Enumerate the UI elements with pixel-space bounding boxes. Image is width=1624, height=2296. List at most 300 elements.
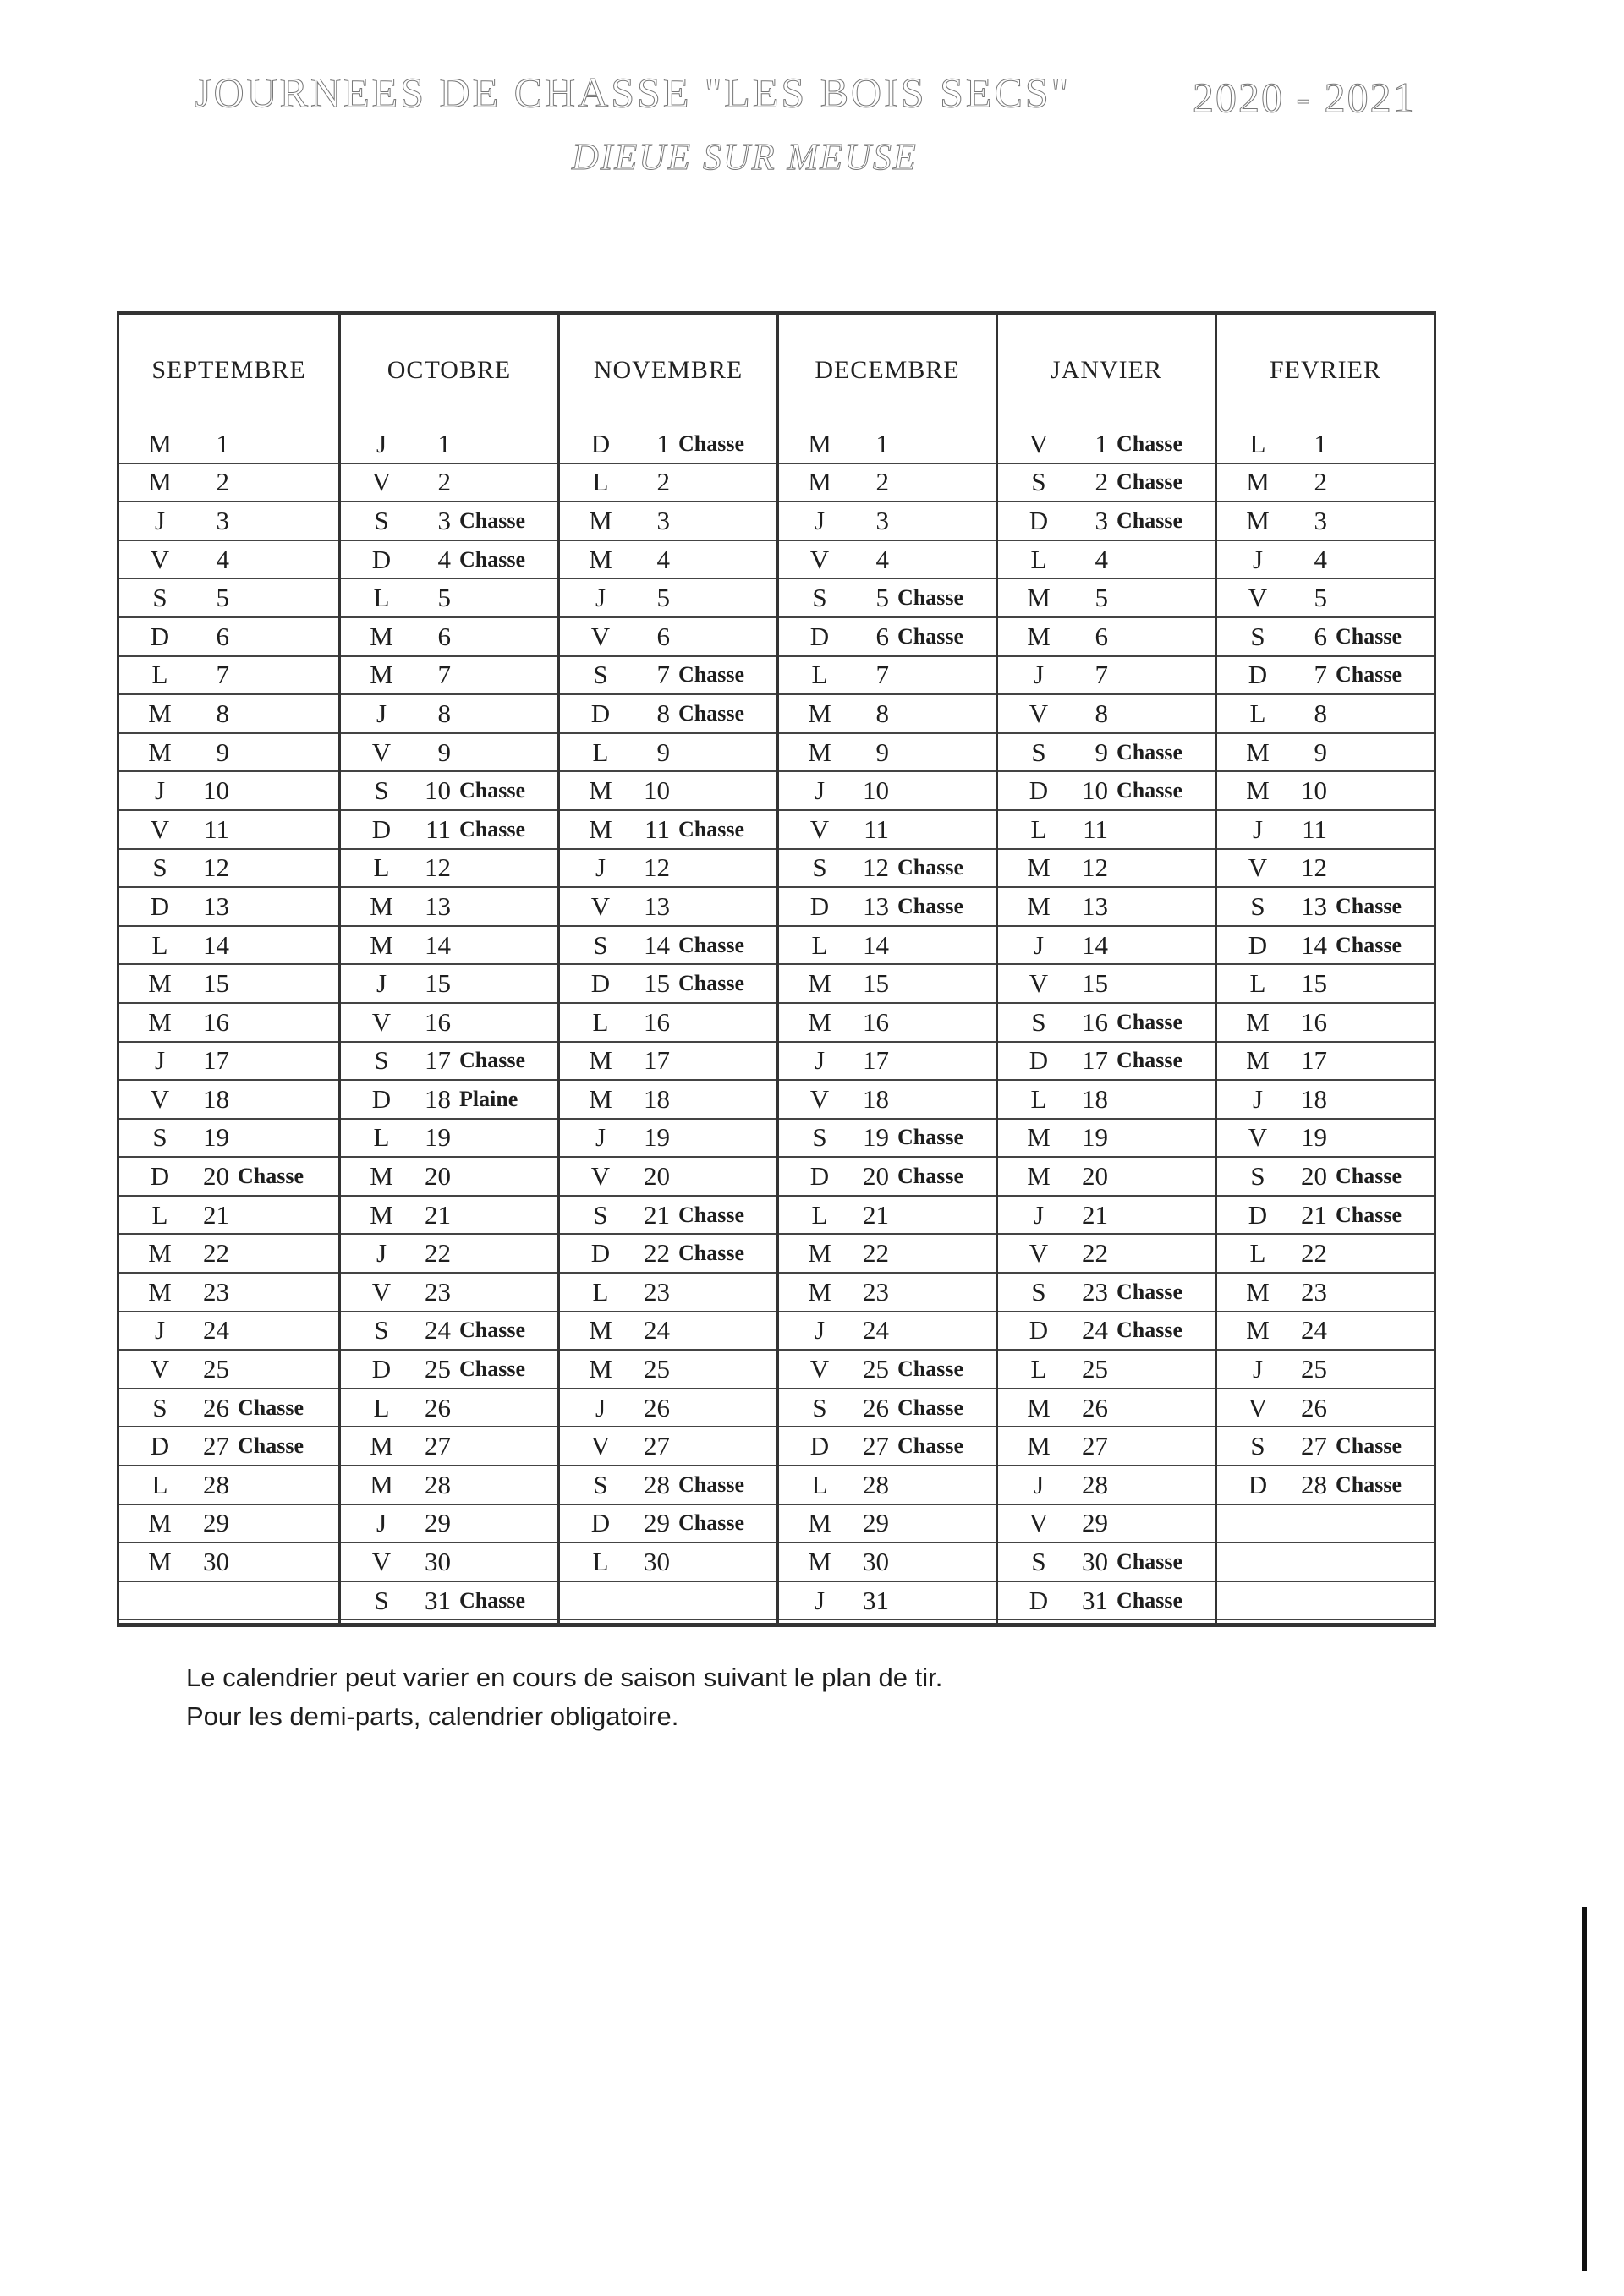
weekday-letter: S	[152, 852, 167, 883]
weekday-letter: L	[592, 737, 609, 767]
day-number: 19	[203, 1122, 229, 1153]
day-number: 3	[875, 505, 889, 535]
weekday-letter: V	[1029, 698, 1049, 728]
month-header: DECEMBRE	[815, 356, 960, 384]
day-number: 14	[425, 929, 451, 960]
day-number: 27	[425, 1431, 451, 1461]
day-number: 1	[1314, 428, 1327, 458]
day-row	[779, 618, 996, 657]
hunt-note: Chasse	[238, 1164, 304, 1189]
weekday-letter: D	[809, 1431, 830, 1461]
day-row	[341, 927, 557, 966]
day-number: 9	[875, 737, 889, 767]
day-row	[1217, 772, 1434, 811]
weekday-letter: M	[1246, 737, 1270, 767]
weekday-letter: M	[589, 544, 612, 574]
day-row	[560, 734, 776, 773]
day-row	[998, 464, 1215, 503]
day-number: 11	[204, 814, 229, 844]
day-number: 24	[863, 1315, 889, 1345]
day-row	[998, 1081, 1215, 1120]
weekday-letter: D	[150, 890, 170, 921]
day-row	[560, 1158, 776, 1197]
day-row	[779, 1351, 996, 1389]
weekday-letter: J	[154, 1315, 166, 1345]
day-number: 8	[656, 698, 670, 728]
hunt-note: Chasse	[459, 778, 526, 803]
day-row	[1217, 1505, 1434, 1544]
weekday-letter: S	[593, 1469, 608, 1499]
day-row	[560, 1389, 776, 1428]
day-row	[779, 888, 996, 927]
weekday-letter: M	[148, 428, 172, 458]
day-number: 4	[437, 544, 451, 574]
weekday-letter: J	[1033, 1199, 1045, 1230]
day-row	[779, 1004, 996, 1043]
day-number: 6	[437, 621, 451, 651]
hunt-note: Chasse	[1116, 1048, 1183, 1073]
day-row	[119, 464, 338, 503]
day-number: 27	[644, 1431, 670, 1461]
day-number: 18	[425, 1083, 451, 1114]
day-row	[560, 579, 776, 618]
day-number: 13	[1301, 890, 1327, 921]
weekday-letter: S	[1250, 1431, 1265, 1461]
day-number: 29	[425, 1508, 451, 1538]
day-number: 5	[875, 583, 889, 613]
weekday-letter: M	[1027, 583, 1051, 613]
day-row	[560, 1505, 776, 1544]
weekday-letter: M	[1246, 1315, 1270, 1345]
weekday-letter: M	[808, 1276, 831, 1307]
day-row	[1217, 1274, 1434, 1312]
day-row	[998, 1197, 1215, 1236]
weekday-letter: M	[808, 698, 831, 728]
day-number: 5	[1314, 583, 1327, 613]
month-header: JANVIER	[1051, 356, 1162, 384]
day-row	[119, 772, 338, 811]
weekday-letter: M	[808, 428, 831, 458]
hunt-note: Chasse	[897, 1356, 964, 1382]
day-row	[998, 850, 1215, 889]
weekday-letter: S	[812, 583, 827, 613]
day-row	[119, 541, 338, 580]
weekday-letter: S	[1250, 621, 1265, 651]
day-number: 23	[644, 1276, 670, 1307]
day-row	[998, 425, 1215, 464]
hunt-note: Chasse	[1116, 430, 1183, 456]
hunt-note: Chasse	[459, 1318, 526, 1343]
day-row	[998, 618, 1215, 657]
day-number: 31	[425, 1585, 451, 1615]
day-row	[779, 1389, 996, 1428]
day-row	[560, 1543, 776, 1582]
day-row	[1217, 1427, 1434, 1466]
weekday-letter: S	[812, 852, 827, 883]
day-row	[998, 1351, 1215, 1389]
day-number: 20	[1082, 1161, 1108, 1192]
weekday-letter: M	[148, 1547, 172, 1577]
weekday-letter: D	[371, 814, 392, 844]
weekday-letter: V	[1248, 583, 1268, 613]
day-row	[998, 1043, 1215, 1082]
day-row	[1217, 1081, 1434, 1120]
day-number: 10	[863, 775, 889, 806]
day-number: 16	[863, 1006, 889, 1037]
hunt-note: Chasse	[1116, 1587, 1183, 1613]
day-number: 2	[875, 467, 889, 497]
day-number: 5	[437, 583, 451, 613]
day-row	[560, 502, 776, 541]
weekday-letter: V	[150, 1083, 170, 1114]
day-number: 21	[425, 1199, 451, 1230]
day-number: 15	[863, 968, 889, 999]
hunt-note: Chasse	[897, 585, 964, 611]
weekday-letter: M	[370, 890, 393, 921]
day-number: 20	[203, 1161, 229, 1192]
weekday-letter: M	[1246, 467, 1270, 497]
weekday-letter: S	[374, 775, 389, 806]
day-row	[1217, 618, 1434, 657]
day-number: 17	[1301, 1045, 1327, 1076]
weekday-letter: J	[376, 1508, 387, 1538]
day-row	[998, 1389, 1215, 1428]
day-row	[341, 541, 557, 580]
day-number: 15	[1301, 968, 1327, 999]
weekday-letter: J	[1033, 660, 1045, 690]
day-row	[560, 1312, 776, 1351]
day-row	[998, 502, 1215, 541]
weekday-letter: D	[150, 1431, 170, 1461]
weekday-letter: M	[1027, 1392, 1051, 1422]
weekday-letter: D	[371, 1083, 392, 1114]
day-row	[119, 425, 338, 464]
weekday-letter: J	[376, 1238, 387, 1269]
scan-edge-mark	[1582, 1907, 1587, 2271]
day-row	[779, 965, 996, 1004]
weekday-letter: L	[373, 583, 390, 613]
day-number: 2	[437, 467, 451, 497]
weekday-letter: L	[1030, 544, 1047, 574]
weekday-letter: S	[152, 1392, 167, 1422]
day-row	[119, 1004, 338, 1043]
day-number: 17	[425, 1045, 451, 1076]
day-number: 1	[216, 428, 229, 458]
weekday-letter: J	[1252, 814, 1264, 844]
hunt-note: Chasse	[459, 507, 526, 533]
day-row	[341, 850, 557, 889]
weekday-letter: J	[154, 505, 166, 535]
day-number: 27	[203, 1431, 229, 1461]
day-number: 7	[1314, 660, 1327, 690]
weekday-letter: M	[808, 737, 831, 767]
day-number: 17	[1082, 1045, 1108, 1076]
day-row	[779, 1505, 996, 1544]
weekday-letter: M	[148, 467, 172, 497]
weekday-letter: L	[373, 1392, 390, 1422]
weekday-letter: S	[152, 583, 167, 613]
day-number: 25	[863, 1354, 889, 1384]
day-number: 3	[216, 505, 229, 535]
day-row	[779, 464, 996, 503]
day-row	[779, 850, 996, 889]
day-number: 25	[1301, 1354, 1327, 1384]
day-row	[341, 772, 557, 811]
day-row	[998, 927, 1215, 966]
day-row	[341, 1235, 557, 1274]
day-number: 28	[1082, 1469, 1108, 1499]
day-row	[119, 1505, 338, 1544]
day-number: 17	[203, 1045, 229, 1076]
day-row	[1217, 425, 1434, 464]
day-row	[560, 1582, 776, 1621]
day-number: 29	[203, 1508, 229, 1538]
weekday-letter: M	[148, 1276, 172, 1307]
weekday-letter: M	[1027, 621, 1051, 651]
hunt-note: Chasse	[1116, 739, 1183, 764]
day-row	[1217, 1158, 1434, 1197]
weekday-letter: M	[589, 814, 612, 844]
day-row	[119, 1081, 338, 1120]
month-column	[557, 315, 776, 1623]
day-number: 21	[1301, 1199, 1327, 1230]
day-row	[1217, 1389, 1434, 1428]
day-row	[341, 1389, 557, 1428]
day-row	[1217, 1466, 1434, 1505]
day-row	[341, 502, 557, 541]
day-row	[341, 888, 557, 927]
day-row	[560, 1081, 776, 1120]
day-row	[119, 1543, 338, 1582]
weekday-letter: M	[370, 1469, 393, 1499]
weekday-letter: L	[1030, 814, 1047, 844]
day-number: 21	[1082, 1199, 1108, 1230]
hunt-note: Chasse	[1336, 1433, 1402, 1459]
day-row	[998, 579, 1215, 618]
weekday-letter: D	[590, 968, 611, 999]
day-row	[119, 811, 338, 850]
hunt-note: Chasse	[897, 893, 964, 918]
weekday-letter: S	[593, 1199, 608, 1230]
day-number: 14	[203, 929, 229, 960]
weekday-letter: J	[154, 1045, 166, 1076]
day-row	[1217, 1351, 1434, 1389]
hunt-note: Chasse	[1116, 1549, 1183, 1575]
hunt-note: Chasse	[1336, 662, 1402, 688]
weekday-letter: M	[589, 505, 612, 535]
day-number: 9	[1095, 737, 1108, 767]
day-number: 10	[425, 775, 451, 806]
day-number: 7	[216, 660, 229, 690]
day-number: 21	[644, 1199, 670, 1230]
day-row	[998, 888, 1215, 927]
day-number: 13	[425, 890, 451, 921]
day-number: 27	[1082, 1431, 1108, 1461]
hunt-note: Chasse	[1336, 893, 1402, 918]
day-number: 12	[644, 852, 670, 883]
weekday-letter: D	[809, 890, 830, 921]
weekday-letter: J	[814, 505, 826, 535]
day-number: 19	[863, 1122, 889, 1153]
day-row	[779, 1427, 996, 1466]
day-row	[998, 1543, 1215, 1582]
day-number: 9	[1314, 737, 1327, 767]
weekday-letter: L	[151, 929, 168, 960]
day-number: 1	[875, 428, 889, 458]
footer-note-schedule: Le calendrier peut varier en cours de saison suivant le plan de tir.	[186, 1663, 943, 1692]
month-header: NOVEMBRE	[593, 356, 743, 384]
day-row	[560, 1466, 776, 1505]
weekday-letter: D	[590, 1508, 611, 1538]
day-row	[341, 965, 557, 1004]
weekday-letter: M	[370, 1431, 393, 1461]
day-number: 4	[1095, 544, 1108, 574]
day-number: 22	[1301, 1238, 1327, 1269]
day-number: 2	[1314, 467, 1327, 497]
hunt-note: Chasse	[678, 1510, 745, 1536]
weekday-letter: V	[809, 1354, 830, 1384]
day-number: 30	[425, 1547, 451, 1577]
day-row	[779, 772, 996, 811]
hunt-note: Chasse	[1336, 1164, 1402, 1189]
weekday-letter: V	[371, 1547, 392, 1577]
hunt-note: Chasse	[1336, 1202, 1402, 1227]
day-row	[119, 1427, 338, 1466]
day-row	[1217, 1543, 1434, 1582]
day-number: 12	[1082, 852, 1108, 883]
day-row	[341, 1158, 557, 1197]
weekday-letter: V	[1029, 1508, 1049, 1538]
weekday-letter: L	[1030, 1354, 1047, 1384]
footer-note-half-shares: Pour les demi-parts, calendrier obligatoire.	[186, 1701, 679, 1731]
day-number: 22	[1082, 1238, 1108, 1269]
day-row	[119, 618, 338, 657]
day-number: 19	[644, 1122, 670, 1153]
weekday-letter: L	[811, 1469, 828, 1499]
day-number: 6	[216, 621, 229, 651]
weekday-letter: M	[808, 1238, 831, 1269]
day-number: 8	[1314, 698, 1327, 728]
day-number: 1	[437, 428, 451, 458]
weekday-letter: M	[1246, 1045, 1270, 1076]
hunt-note: Chasse	[678, 1471, 745, 1497]
day-row	[341, 1312, 557, 1351]
day-number: 2	[656, 467, 670, 497]
day-row	[998, 811, 1215, 850]
weekday-letter: V	[590, 621, 611, 651]
weekday-letter: L	[592, 1276, 609, 1307]
weekday-letter: J	[1033, 1469, 1045, 1499]
day-row	[779, 734, 996, 773]
day-number: 8	[1095, 698, 1108, 728]
day-number: 5	[656, 583, 670, 613]
day-row	[341, 695, 557, 734]
day-row	[779, 657, 996, 696]
hunt-note: Chasse	[1336, 623, 1402, 649]
weekday-letter: V	[1029, 1238, 1049, 1269]
day-number: 20	[425, 1161, 451, 1192]
day-number: 11	[425, 814, 451, 844]
day-number: 31	[863, 1585, 889, 1615]
day-number: 13	[1082, 890, 1108, 921]
weekday-letter: J	[814, 1045, 826, 1076]
day-number: 30	[1082, 1547, 1108, 1577]
day-row	[779, 425, 996, 464]
weekday-letter: M	[370, 621, 393, 651]
day-number: 8	[875, 698, 889, 728]
weekday-letter: M	[148, 1508, 172, 1538]
day-number: 3	[656, 505, 670, 535]
day-row	[998, 657, 1215, 696]
weekday-letter: M	[589, 775, 612, 806]
day-number: 25	[203, 1354, 229, 1384]
day-row	[119, 965, 338, 1004]
season-years: 2020 - 2021	[1193, 74, 1416, 121]
weekday-letter: L	[1249, 968, 1266, 999]
weekday-letter: M	[148, 737, 172, 767]
weekday-letter: J	[595, 852, 606, 883]
day-row	[119, 579, 338, 618]
weekday-letter: S	[812, 1122, 827, 1153]
weekday-letter: V	[371, 737, 392, 767]
day-row	[119, 502, 338, 541]
day-row	[341, 1081, 557, 1120]
day-row	[560, 811, 776, 850]
month-column	[1215, 315, 1434, 1623]
weekday-letter: S	[152, 1122, 167, 1153]
hunt-note: Chasse	[1116, 778, 1183, 803]
hunt-note: Chasse	[678, 430, 745, 456]
weekday-letter: S	[374, 1315, 389, 1345]
weekday-letter: M	[148, 698, 172, 728]
day-number: 14	[1301, 929, 1327, 960]
day-row	[560, 695, 776, 734]
day-number: 21	[203, 1199, 229, 1230]
day-row	[119, 1312, 338, 1351]
day-row	[119, 1235, 338, 1274]
day-number: 18	[644, 1083, 670, 1114]
day-number: 15	[1082, 968, 1108, 999]
day-number: 29	[863, 1508, 889, 1538]
hunt-note: Chasse	[897, 855, 964, 880]
day-number: 4	[875, 544, 889, 574]
weekday-letter: J	[1252, 1083, 1264, 1114]
day-number: 13	[863, 890, 889, 921]
hunt-note: Chasse	[678, 816, 745, 841]
weekday-letter: L	[811, 660, 828, 690]
day-row	[998, 1274, 1215, 1312]
day-number: 23	[203, 1276, 229, 1307]
day-number: 24	[203, 1315, 229, 1345]
day-row	[779, 1543, 996, 1582]
day-number: 3	[1095, 505, 1108, 535]
weekday-letter: J	[814, 775, 826, 806]
day-row	[560, 618, 776, 657]
weekday-letter: L	[151, 1469, 168, 1499]
weekday-letter: J	[1033, 929, 1045, 960]
day-row	[560, 1351, 776, 1389]
day-row	[341, 579, 557, 618]
weekday-letter: V	[371, 467, 392, 497]
weekday-letter: L	[373, 852, 390, 883]
weekday-letter: L	[151, 1199, 168, 1230]
day-row	[998, 1004, 1215, 1043]
weekday-letter: J	[1252, 1354, 1264, 1384]
hunt-note: Chasse	[897, 1164, 964, 1189]
weekday-letter: M	[589, 1354, 612, 1384]
day-row	[341, 1505, 557, 1544]
day-number: 29	[1082, 1508, 1108, 1538]
